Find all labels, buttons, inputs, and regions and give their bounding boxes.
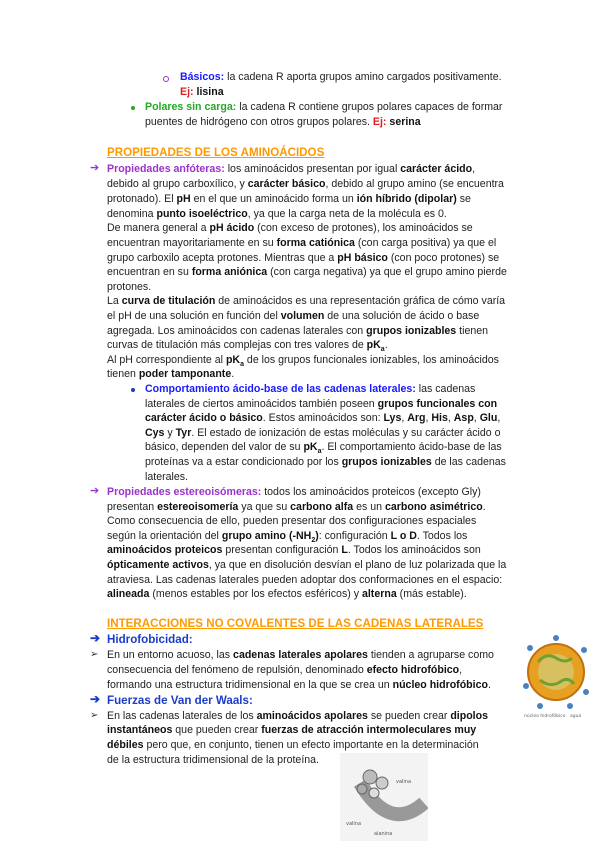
polares-line-2: puentes de hidrógeno con otros grupos polares. Ej: serina bbox=[145, 116, 421, 128]
anf-line-7: grupo carboxilo acepta protones. Mientras que a pH básico (con poco protones) se bbox=[107, 252, 500, 264]
comp-line-2: laterales de ciertos aminoácidos también poseen grupos funcionales con bbox=[145, 398, 498, 410]
est-line-2: presentan estereoisomería ya que su carbono alfa es un carbono asimétrico. bbox=[107, 501, 486, 513]
anf-line-13: curvas de titulación más complejas con tres valores de $pK_a$. bbox=[107, 339, 388, 354]
est-line-1: Propiedades estereoisómeras: todos los aminoácidos proteicos (excepto Gly) bbox=[107, 486, 481, 498]
comp-line-7: laterales. bbox=[145, 471, 188, 483]
van-der-waals-figure bbox=[340, 753, 428, 841]
arrow-icon: ➔ bbox=[90, 162, 100, 174]
hidrofobicidad-heading: Hidrofobicidad: bbox=[107, 633, 193, 646]
triangle-bullet-icon: ➢ bbox=[90, 649, 99, 660]
hidro-line-1: En un entorno acuoso, las cadenas laterales apolares tienden a agruparse como bbox=[107, 649, 494, 661]
arrow-icon: ➔ bbox=[90, 692, 101, 706]
anf-line-12: agregada. Los aminoácidos con cadenas laterales con grupos ionizables tienen bbox=[107, 325, 489, 337]
green-bullet-icon bbox=[131, 106, 135, 110]
est-line-3: Como consecuencia de ello, pueden presentar dos configuraciones espaciales bbox=[107, 515, 477, 527]
circle-bullet-icon bbox=[163, 76, 169, 82]
vdw-heading: Fuerzas de Van der Waals: bbox=[107, 694, 253, 707]
anf-line-1: Propiedades anfóteras: los aminoácidos presentan por igual carácter ácido, bbox=[107, 163, 476, 175]
anf-line-14: Al pH correspondiente al $pK_a$ de los grupos funcionales ionizables, los aminoácidos bbox=[107, 354, 499, 369]
est-line-4: según la orientación del grupo amino $(-NH_2)$: configuración L o D. Todos los bbox=[107, 530, 468, 545]
est-line-6: ópticamente activos, ya que en disolución desvían el plano de luz polarizada que la bbox=[107, 559, 507, 571]
section-title-interacciones: INTERACCIONES NO COVALENTES DE LAS CADENAS LATERALES bbox=[107, 617, 484, 630]
est-line-8: alineada (menos estables por los efectos esféricos) y alterna (más estable). bbox=[107, 588, 467, 600]
hydrophobic-core-figure bbox=[520, 632, 592, 730]
basicos-line: Básicos: la cadena R aporta grupos amino cargados positivamente. bbox=[180, 71, 502, 83]
fig2-label-1: valina bbox=[396, 779, 412, 785]
anf-line-10: La curva de titulación de aminoácidos es una representación gráfica de cómo varía bbox=[107, 295, 506, 307]
anf-line-11: el pH de una solución en función del volumen de una solución de ácido o base bbox=[107, 310, 480, 322]
comp-line-5: básico, dependen del valor de su $pK_a$. El comportamiento ácido-base de las bbox=[145, 441, 502, 456]
anf-line-5: De manera general a pH ácido (con exceso de protones), los aminoácidos se bbox=[107, 222, 473, 234]
comp-line-3: carácter ácido o básico. Estos aminoácidos son: Lys, Arg, His, Asp, Glu, bbox=[145, 412, 501, 424]
vdw-line-4: de la estructura tridimensional de la proteína. bbox=[107, 754, 319, 766]
fig2-label-2: alanina bbox=[374, 831, 393, 837]
comp-line-6: proteínas va a estar condicionado por los grupos ionizables de las cadenas bbox=[145, 456, 506, 468]
anf-line-15: tienen poder tamponante. bbox=[107, 368, 235, 380]
anf-line-4: denomina punto isoeléctrico, ya que la carga neta de la molécula es 0. bbox=[107, 208, 447, 220]
arrow-icon: ➔ bbox=[90, 631, 101, 645]
triangle-bullet-icon: ➢ bbox=[90, 710, 99, 721]
vdw-line-2: instantáneos que pueden crear fuerzas de atracción intermoleculares muy bbox=[107, 724, 477, 736]
fig1-label-water: agua bbox=[570, 714, 582, 719]
vdw-line-3: débiles pero que, en conjunto, tienen un efecto importante en la determinación bbox=[107, 739, 479, 751]
comp-line-1: Comportamiento ácido-base de las cadenas laterales: las cadenas bbox=[145, 383, 476, 395]
hidro-line-3: formando una estructura tridimensional en la que se crea un núcleo hidrofóbico. bbox=[107, 679, 491, 691]
comp-line-4: Cys y Tyr. El estado de ionización de estas moléculas y su carácter ácido o bbox=[145, 427, 501, 439]
anf-line-6: encuentran mayoritariamente en su forma catiónica (con carga positiva) ya que el bbox=[107, 237, 497, 249]
anf-line-3: protonado). El pH en el que un aminoácido forma un ión híbrido (dipolar) se bbox=[107, 193, 471, 205]
anf-line-2: debido al grupo carboxílico, y carácter básico, debido al grupo amino (se encuentra bbox=[107, 178, 504, 190]
polares-line: Polares sin carga: la cadena R contiene grupos polares capaces de formar bbox=[145, 101, 503, 113]
anf-line-8: encuentran en su forma aniónica (con carga negativa) ya que el grupo amino pierde bbox=[107, 266, 507, 278]
arrow-icon: ➔ bbox=[90, 485, 100, 497]
blue-bullet-icon bbox=[131, 388, 135, 392]
ej-lisina-line: Ej: lisina bbox=[180, 86, 224, 98]
anf-line-9: protones. bbox=[107, 281, 152, 293]
est-line-7: atraviesa. Las cadenas laterales pueden adoptar dos conformaciones en el espacio: bbox=[107, 574, 503, 586]
vdw-line-1: En las cadenas laterales de los aminoácidos apolares se pueden crear dipolos bbox=[107, 710, 488, 722]
fig1-label-core: núcleo hidrofóbico bbox=[524, 714, 566, 719]
est-line-5: aminoácidos proteicos presentan configuración L. Todos los aminoácidos son bbox=[107, 544, 481, 556]
section-title-propiedades: PROPIEDADES DE LOS AMINOÁCIDOS bbox=[107, 146, 325, 159]
hidro-line-2: consecuencia del fenómeno de repulsión, denominado efecto hidrofóbico, bbox=[107, 664, 463, 676]
fig2-label-3: valina bbox=[346, 821, 362, 827]
